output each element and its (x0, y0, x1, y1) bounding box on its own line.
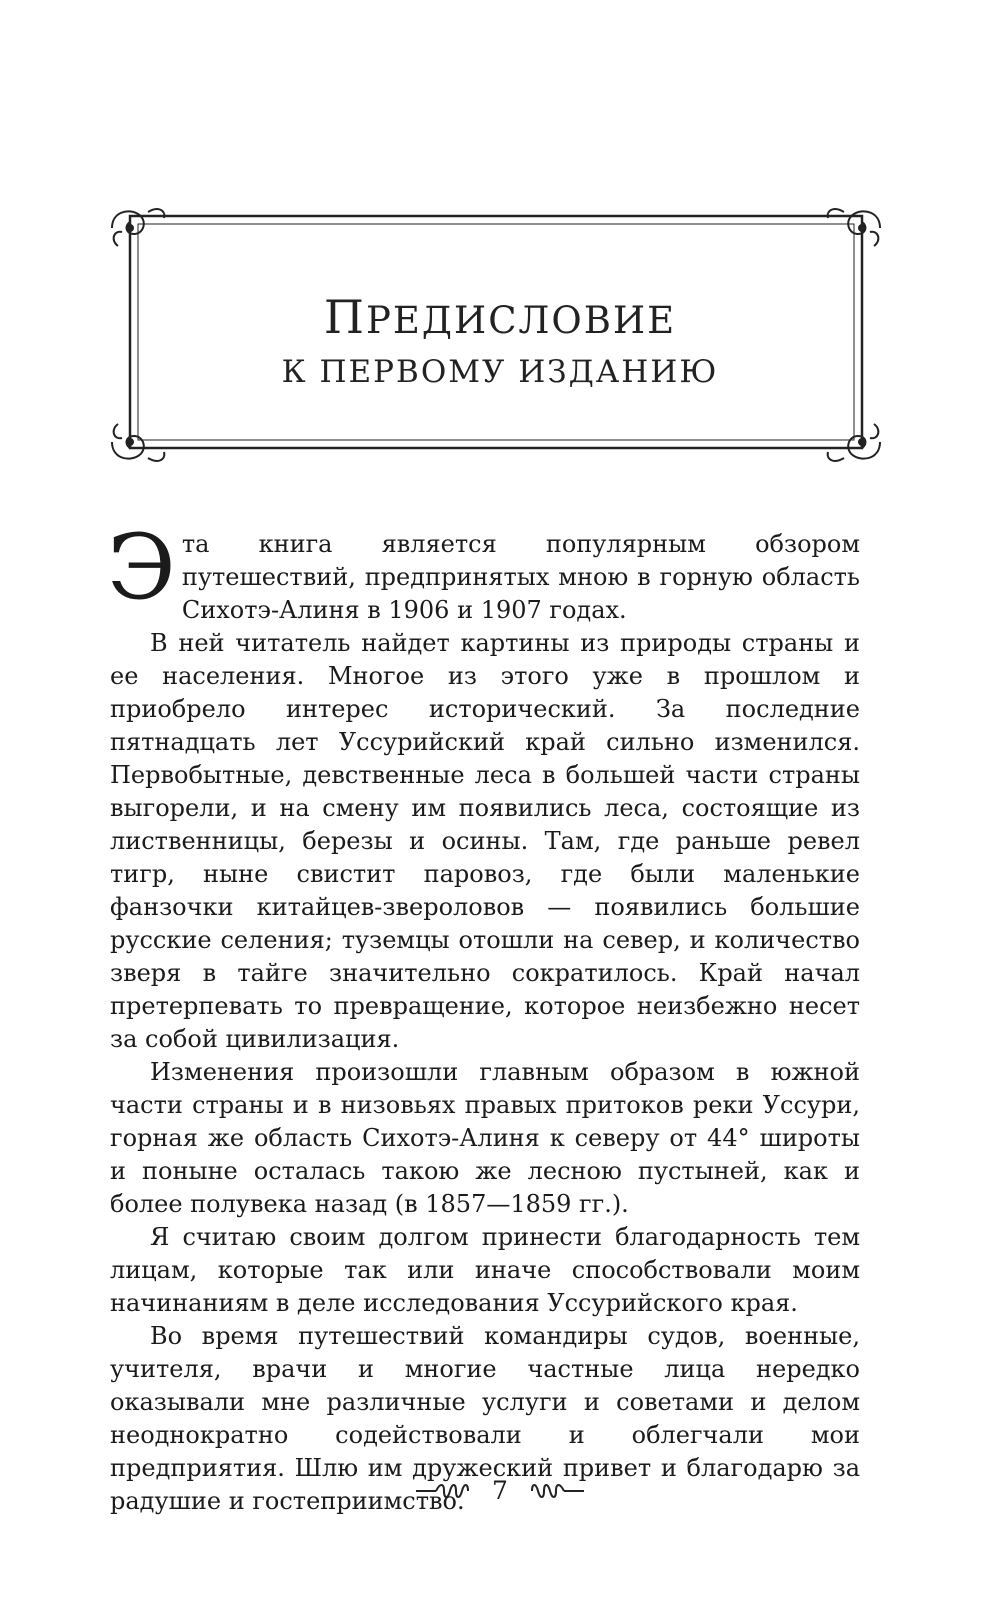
title-rest: РЕДИСЛОВИЕ (365, 299, 677, 342)
page-number: 7 (492, 1476, 508, 1505)
title-capital: П (323, 290, 366, 344)
paragraph-1-text: та книга является популярным обзором путешествий, предпринятых мною в горную область Сихотэ-Алиня в 1906 и 1907 годах. (181, 530, 860, 624)
chapter-subtitle: К ПЕРВОМУ ИЗДАНИЮ (281, 354, 719, 390)
footer-ornament-right-icon (530, 1481, 586, 1501)
footer-ornament-left-icon (414, 1481, 470, 1501)
drop-cap: Э (107, 515, 176, 620)
paragraph-3: Изменения произошли главным образом в южной части страны и в низовьях правых притоков реки Уссури, горная же область Сихотэ-Алиня к северу от 44° широты и поныне осталась такою же лесною пустыней, как и более полувека назад (в 1857—1859 гг.). (110, 1058, 860, 1218)
paragraph-4: Я считаю своим долгом принести благодарность тем лицам, которые так или иначе способствовали моим начинаниям в деле исследования Уссурийского края. (110, 1223, 860, 1317)
page-footer (0, 1474, 1000, 1505)
paragraph-5: Во время путешествий командиры судов, военные, учителя, врачи и многие частные лица нередко оказывали мне различные услуги и советами и делом неоднократно содействовали и облегчали мои предприятия. Шлю им дружеский привет и благодарю за радушие и гостеприимство. (110, 1322, 860, 1515)
chapter-title (0, 290, 1000, 344)
paragraph-2: В ней читатель найдет картины из природы страны и ее населения. Многое из этого уже в прошлом и приобрело интерес исторический. За последние пятнадцать лет Уссурийский край сильно изменился. Первобытные, девственные леса в большей части страны выгорели, и на смену им появились леса, состоящие из лиственницы, березы и осины. Там, где раньше ревел тигр, ныне свистит паровоз, где были маленькие фанзочки китайцев-звероловов — появились большие русские селения; туземцы отошли на север, и количество зверя в тайге значительно сократилось. Край начал претерпевать то превращение, которое неизбежно несет за собой цивилизация. (110, 629, 860, 1053)
body-text (107, 515, 860, 1518)
paragraph-1 (107, 515, 860, 627)
